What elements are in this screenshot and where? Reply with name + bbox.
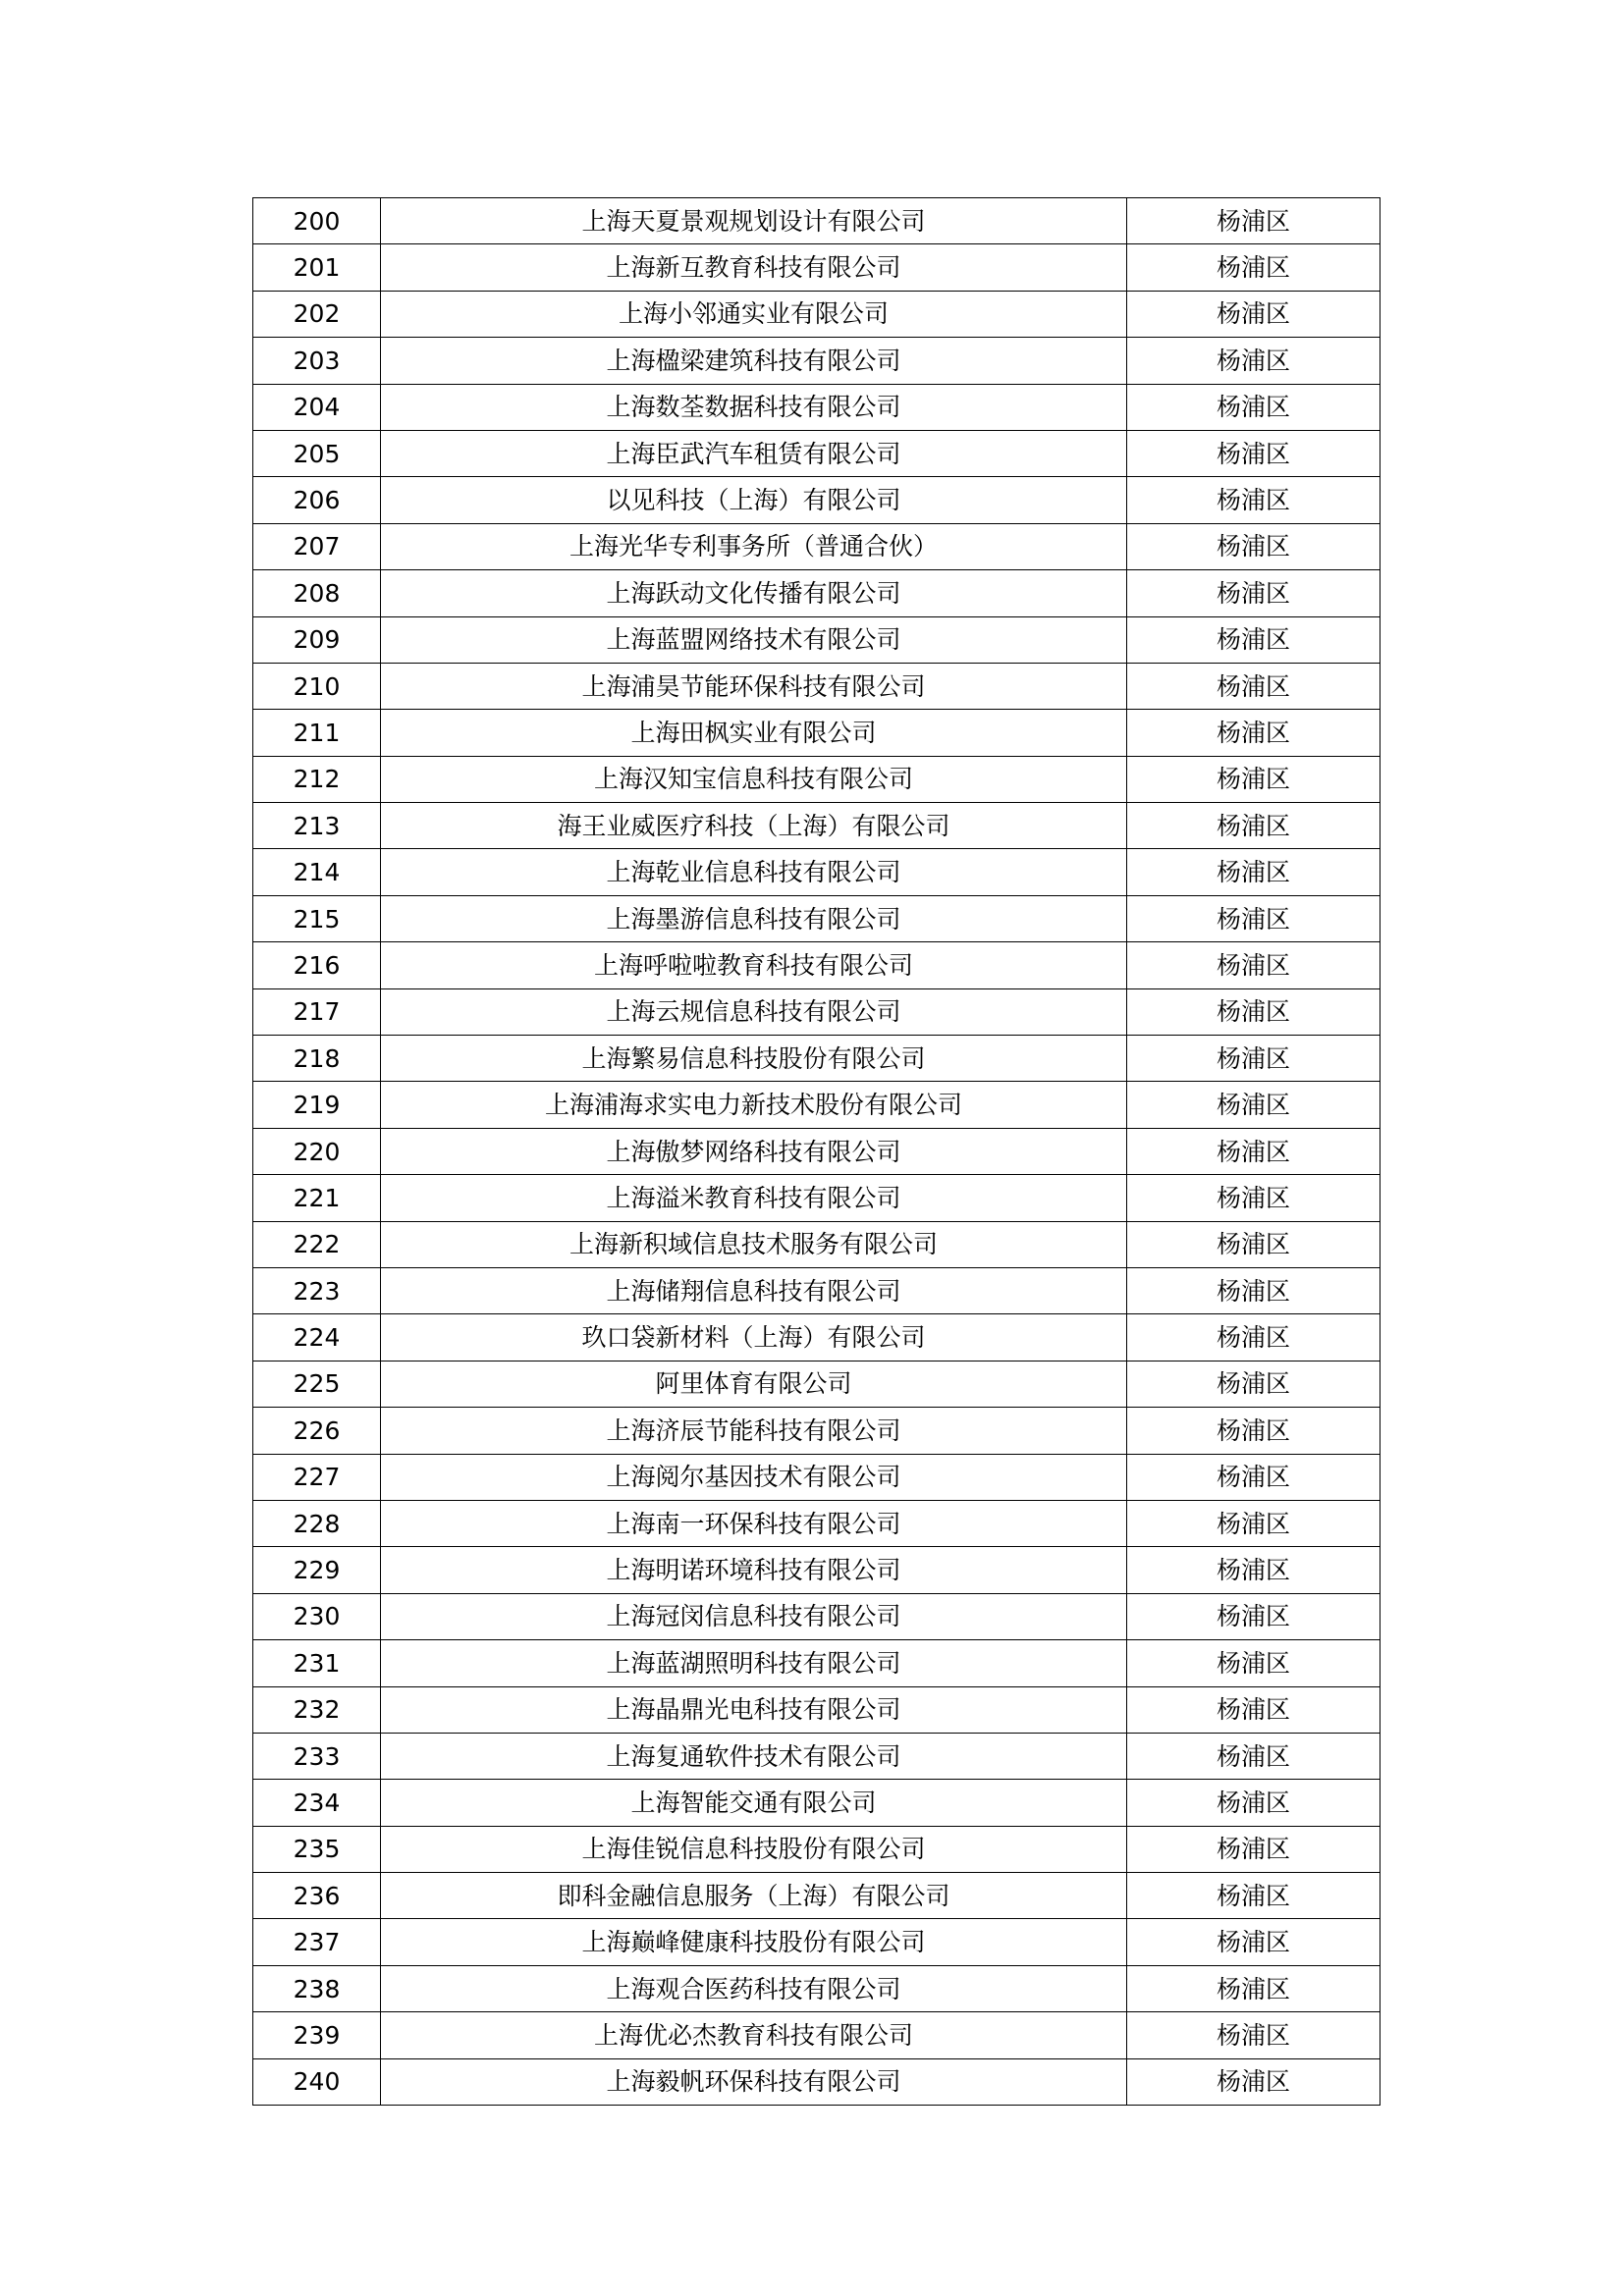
table-row: [253, 338, 1380, 384]
table-row: [253, 244, 1380, 291]
district-cell: 杨浦区: [1127, 244, 1380, 291]
table-row: [253, 1873, 1380, 1919]
company-name-cell: 阿里体育有限公司: [381, 1361, 1127, 1407]
district-cell: 杨浦区: [1127, 1547, 1380, 1593]
company-name-cell: 上海天夏景观规划设计有限公司: [381, 198, 1127, 244]
district-cell: 杨浦区: [1127, 1314, 1380, 1361]
row-number-cell: 203: [253, 338, 381, 384]
table-row: [253, 430, 1380, 476]
table-row: [253, 384, 1380, 430]
district-cell: 杨浦区: [1127, 198, 1380, 244]
row-number-cell: 225: [253, 1361, 381, 1407]
district-cell: 杨浦区: [1127, 1408, 1380, 1454]
row-number-cell: 234: [253, 1780, 381, 1826]
row-number-cell: 239: [253, 2012, 381, 2058]
district-cell: 杨浦区: [1127, 1965, 1380, 2011]
district-cell: 杨浦区: [1127, 1175, 1380, 1221]
row-number-cell: 228: [253, 1500, 381, 1546]
row-number-cell: 220: [253, 1128, 381, 1174]
district-cell: 杨浦区: [1127, 942, 1380, 988]
row-number-cell: 226: [253, 1408, 381, 1454]
district-cell: 杨浦区: [1127, 1454, 1380, 1500]
district-cell: 杨浦区: [1127, 570, 1380, 616]
row-number-cell: 200: [253, 198, 381, 244]
district-cell: 杨浦区: [1127, 663, 1380, 709]
district-cell: 杨浦区: [1127, 1686, 1380, 1733]
district-cell: 杨浦区: [1127, 338, 1380, 384]
company-name-cell: 上海佳锐信息科技股份有限公司: [381, 1826, 1127, 1872]
table-row: [253, 849, 1380, 895]
table-row: [253, 1036, 1380, 1082]
company-name-cell: 上海小邻通实业有限公司: [381, 291, 1127, 337]
company-name-cell: 上海溢米教育科技有限公司: [381, 1175, 1127, 1221]
table-row: [253, 2058, 1380, 2105]
district-cell: 杨浦区: [1127, 1733, 1380, 1779]
company-name-cell: 上海蓝盟网络技术有限公司: [381, 616, 1127, 663]
company-name-cell: 上海新互教育科技有限公司: [381, 244, 1127, 291]
company-name-cell: 上海阅尔基因技术有限公司: [381, 1454, 1127, 1500]
table-row: [253, 1221, 1380, 1267]
company-name-cell: 上海浦海求实电力新技术股份有限公司: [381, 1082, 1127, 1128]
table-row: [253, 616, 1380, 663]
district-cell: 杨浦区: [1127, 849, 1380, 895]
company-name-cell: 上海智能交通有限公司: [381, 1780, 1127, 1826]
table-row: [253, 1500, 1380, 1546]
company-name-cell: 上海观合医药科技有限公司: [381, 1965, 1127, 2011]
row-number-cell: 209: [253, 616, 381, 663]
district-cell: 杨浦区: [1127, 1128, 1380, 1174]
table-row: [253, 1919, 1380, 1965]
table-row: [253, 1454, 1380, 1500]
table-row: [253, 1361, 1380, 1407]
table-row: [253, 477, 1380, 523]
district-cell: 杨浦区: [1127, 1593, 1380, 1639]
table-row: [253, 710, 1380, 756]
company-name-cell: 上海冠闵信息科技有限公司: [381, 1593, 1127, 1639]
table-row: [253, 1128, 1380, 1174]
district-cell: 杨浦区: [1127, 1361, 1380, 1407]
district-cell: 杨浦区: [1127, 616, 1380, 663]
company-name-cell: 上海优必杰教育科技有限公司: [381, 2012, 1127, 2058]
row-number-cell: 211: [253, 710, 381, 756]
table-row: [253, 1640, 1380, 1686]
row-number-cell: 210: [253, 663, 381, 709]
table-row: [253, 1686, 1380, 1733]
table-row: [253, 1593, 1380, 1639]
table-row: [253, 895, 1380, 941]
row-number-cell: 227: [253, 1454, 381, 1500]
row-number-cell: 205: [253, 430, 381, 476]
company-name-cell: 上海新积域信息技术服务有限公司: [381, 1221, 1127, 1267]
district-cell: 杨浦区: [1127, 523, 1380, 569]
table-row: [253, 1826, 1380, 1872]
district-cell: 杨浦区: [1127, 1500, 1380, 1546]
district-cell: 杨浦区: [1127, 291, 1380, 337]
row-number-cell: 202: [253, 291, 381, 337]
company-name-cell: 海王业威医疗科技（上海）有限公司: [381, 803, 1127, 849]
row-number-cell: 229: [253, 1547, 381, 1593]
row-number-cell: 217: [253, 988, 381, 1035]
row-number-cell: 223: [253, 1267, 381, 1313]
table-row: [253, 1082, 1380, 1128]
district-cell: 杨浦区: [1127, 1640, 1380, 1686]
table-row: [253, 1314, 1380, 1361]
table-row: [253, 663, 1380, 709]
district-cell: 杨浦区: [1127, 1082, 1380, 1128]
company-list-table: [252, 197, 1380, 2106]
table-row: [253, 198, 1380, 244]
company-name-cell: 上海毅帆环保科技有限公司: [381, 2058, 1127, 2105]
company-name-cell: 上海蓝湖照明科技有限公司: [381, 1640, 1127, 1686]
company-name-cell: 上海储翔信息科技有限公司: [381, 1267, 1127, 1313]
table-row: [253, 942, 1380, 988]
district-cell: 杨浦区: [1127, 384, 1380, 430]
company-name-cell: 上海傲梦网络科技有限公司: [381, 1128, 1127, 1174]
table-row: [253, 803, 1380, 849]
row-number-cell: 214: [253, 849, 381, 895]
district-cell: 杨浦区: [1127, 1221, 1380, 1267]
table-row: [253, 1547, 1380, 1593]
company-name-cell: 上海跃动文化传播有限公司: [381, 570, 1127, 616]
table-row: [253, 523, 1380, 569]
district-cell: 杨浦区: [1127, 710, 1380, 756]
district-cell: 杨浦区: [1127, 1036, 1380, 1082]
company-name-cell: 即科金融信息服务（上海）有限公司: [381, 1873, 1127, 1919]
row-number-cell: 208: [253, 570, 381, 616]
row-number-cell: 213: [253, 803, 381, 849]
table-row: [253, 756, 1380, 802]
district-cell: 杨浦区: [1127, 430, 1380, 476]
row-number-cell: 222: [253, 1221, 381, 1267]
table-row: [253, 2012, 1380, 2058]
row-number-cell: 224: [253, 1314, 381, 1361]
company-name-cell: 上海数荃数据科技有限公司: [381, 384, 1127, 430]
district-cell: 杨浦区: [1127, 1267, 1380, 1313]
row-number-cell: 221: [253, 1175, 381, 1221]
row-number-cell: 231: [253, 1640, 381, 1686]
company-name-cell: 以见科技（上海）有限公司: [381, 477, 1127, 523]
district-cell: 杨浦区: [1127, 2012, 1380, 2058]
table-row: [253, 1267, 1380, 1313]
company-name-cell: 上海乾业信息科技有限公司: [381, 849, 1127, 895]
table-row: [253, 1175, 1380, 1221]
district-cell: 杨浦区: [1127, 1826, 1380, 1872]
company-name-cell: 上海田枫实业有限公司: [381, 710, 1127, 756]
row-number-cell: 201: [253, 244, 381, 291]
district-cell: 杨浦区: [1127, 1873, 1380, 1919]
row-number-cell: 232: [253, 1686, 381, 1733]
company-name-cell: 上海浦昊节能环保科技有限公司: [381, 663, 1127, 709]
district-cell: 杨浦区: [1127, 2058, 1380, 2105]
company-name-cell: 上海明诺环境科技有限公司: [381, 1547, 1127, 1593]
company-name-cell: 上海楹梁建筑科技有限公司: [381, 338, 1127, 384]
row-number-cell: 235: [253, 1826, 381, 1872]
table-row: [253, 1733, 1380, 1779]
table-row: [253, 291, 1380, 337]
row-number-cell: 238: [253, 1965, 381, 2011]
row-number-cell: 230: [253, 1593, 381, 1639]
district-cell: 杨浦区: [1127, 1919, 1380, 1965]
company-name-cell: 上海云规信息科技有限公司: [381, 988, 1127, 1035]
company-name-cell: 上海汉知宝信息科技有限公司: [381, 756, 1127, 802]
table-row: [253, 1408, 1380, 1454]
company-name-cell: 上海繁易信息科技股份有限公司: [381, 1036, 1127, 1082]
district-cell: 杨浦区: [1127, 1780, 1380, 1826]
row-number-cell: 236: [253, 1873, 381, 1919]
row-number-cell: 216: [253, 942, 381, 988]
district-cell: 杨浦区: [1127, 988, 1380, 1035]
company-name-cell: 上海晶鼎光电科技有限公司: [381, 1686, 1127, 1733]
company-name-cell: 上海复通软件技术有限公司: [381, 1733, 1127, 1779]
row-number-cell: 219: [253, 1082, 381, 1128]
table-row: [253, 1965, 1380, 2011]
row-number-cell: 204: [253, 384, 381, 430]
company-name-cell: 上海济辰节能科技有限公司: [381, 1408, 1127, 1454]
company-name-cell: 上海呼啦啦教育科技有限公司: [381, 942, 1127, 988]
row-number-cell: 206: [253, 477, 381, 523]
row-number-cell: 240: [253, 2058, 381, 2105]
district-cell: 杨浦区: [1127, 803, 1380, 849]
table-body: [253, 198, 1380, 2106]
row-number-cell: 233: [253, 1733, 381, 1779]
row-number-cell: 237: [253, 1919, 381, 1965]
district-cell: 杨浦区: [1127, 756, 1380, 802]
table-row: [253, 1780, 1380, 1826]
row-number-cell: 215: [253, 895, 381, 941]
row-number-cell: 207: [253, 523, 381, 569]
company-name-cell: 上海南一环保科技有限公司: [381, 1500, 1127, 1546]
company-name-cell: 上海墨游信息科技有限公司: [381, 895, 1127, 941]
row-number-cell: 212: [253, 756, 381, 802]
table-row: [253, 988, 1380, 1035]
company-name-cell: 上海臣武汽车租赁有限公司: [381, 430, 1127, 476]
district-cell: 杨浦区: [1127, 895, 1380, 941]
company-name-cell: 上海光华专利事务所（普通合伙）: [381, 523, 1127, 569]
table-row: [253, 570, 1380, 616]
company-name-cell: 上海巅峰健康科技股份有限公司: [381, 1919, 1127, 1965]
row-number-cell: 218: [253, 1036, 381, 1082]
district-cell: 杨浦区: [1127, 477, 1380, 523]
company-name-cell: 玖口袋新材料（上海）有限公司: [381, 1314, 1127, 1361]
